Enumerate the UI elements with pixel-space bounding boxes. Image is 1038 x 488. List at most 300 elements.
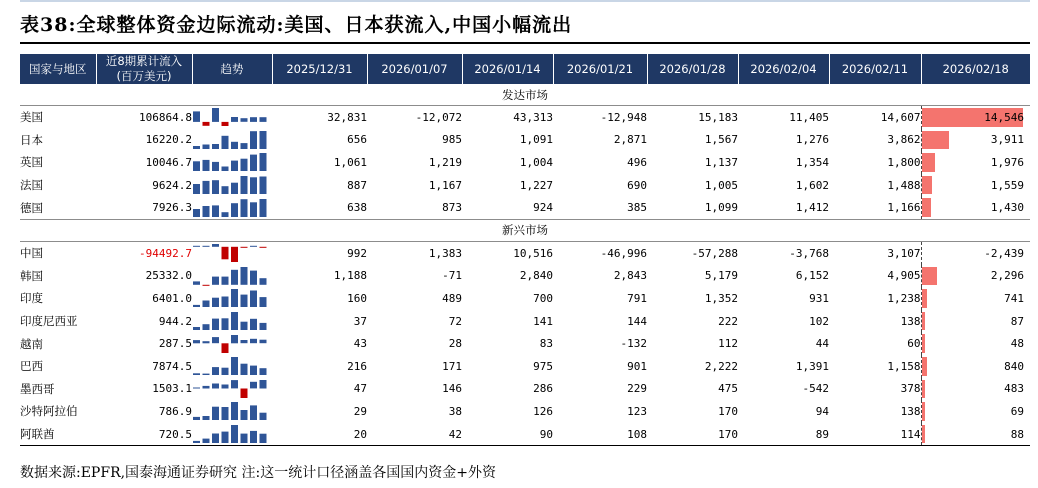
sparkline-bar [231,270,238,285]
weekly-flow-value: 700 [533,291,553,305]
sparkline-bar [203,439,210,443]
sparkline-bar [250,131,257,149]
sparkline-bar [241,322,248,330]
region-name: 印度尼西亚 [20,314,78,329]
weekly-flow-value: 108 [553,423,647,446]
source-note: 数据来源:EPFR,国泰海通证券研究 注:这一统计口径涵盖各国国内资金+外资 [20,465,496,481]
sparkline-bar [193,112,200,123]
cumulative-value: 10046.7 [145,155,192,169]
weekly-flow-value: 44 [815,337,829,351]
sparkline-bar [222,432,229,443]
section-row [20,219,1030,241]
weekly-flow-value: 1,061 [333,155,367,169]
sparkline-bar [203,144,210,149]
weekly-flow-value: -132 [620,337,647,351]
sparkline-chart [192,175,268,195]
region-name: 阿联酋 [20,423,96,446]
sparkline-chart [192,152,268,172]
cumulative-value: -94492.7 [139,246,192,260]
weekly-flow-value: 171 [442,359,462,373]
sparkline-bar [250,246,257,247]
weekly-flow-value: 975 [533,359,553,373]
sparkline-bar [231,402,238,420]
table-row [20,287,1030,310]
weekly-flow-value: 146 [442,382,462,396]
sparkline-bar [231,117,238,122]
weekly-flow-value: 924 [533,201,553,215]
trend-sparkline [192,378,272,401]
sparkline-bar [212,108,219,122]
weekly-flow-value: 37 [353,314,367,328]
weekly-flow-value: -12,948 [600,110,647,124]
weekly-flow-value: 6,152 [795,269,829,283]
header-date: 2025/12/31 [272,54,367,84]
region-name: 韩国 [20,268,43,283]
weekly-flow-value: -12,072 [415,110,462,124]
weekly-flow-value: -3,768 [789,246,829,260]
sparkline-bar [212,180,219,194]
weekly-flow-value: 20 [272,423,367,446]
sparkline-bar [250,319,257,330]
latest-flow-value: 1,430 [990,201,1024,215]
weekly-flow-value: 1,238 [887,291,921,305]
weekly-flow-value: 170 [718,404,738,418]
sparkline-chart [192,311,268,331]
cumulative-value: 1503.1 [152,382,192,396]
weekly-flow-value: 94 [815,404,829,418]
header-trend: 趋势 [192,54,272,84]
sparkline-bar [212,244,219,247]
sparkline-bar [231,142,238,149]
latest-flow-cell [921,332,1030,355]
region-name: 法国 [20,178,43,193]
region-name: 巴西 [20,359,43,374]
sparkline-bar [193,417,200,420]
sparkline-bar [193,209,200,217]
weekly-flow-value: 1,391 [795,359,829,373]
sparkline-bar [231,289,238,307]
sparkline-bar [260,117,267,122]
cumulative-value: 7874.5 [152,359,192,373]
sparkline-chart [192,424,268,444]
sparkline-bar [231,357,238,375]
sparkline-bar [203,206,210,217]
latest-flow-cell [921,129,1030,152]
weekly-flow-value: 656 [347,133,367,147]
sparkline-bar [193,441,200,443]
sparkline-bar [250,117,257,122]
sparkline-bar [231,380,238,388]
table-row [20,355,1030,378]
sparkline-bar [212,319,219,330]
header-date: 2026/01/21 [553,54,647,84]
section-label: 新兴市场 [20,219,1030,241]
weekly-flow-value: 216 [347,359,367,373]
table-row [20,151,1030,174]
weekly-flow-value: 112 [718,337,738,351]
weekly-flow-value: 42 [367,423,462,446]
weekly-flow-value: 1,004 [519,155,553,169]
weekly-flow-value: 89 [738,423,829,446]
weekly-flow-value: 60 [907,337,921,351]
weekly-flow-value: 141 [533,314,553,328]
latest-flow-value: 48 [1010,337,1024,351]
sparkline-bar [231,161,238,171]
sparkline-bar [241,295,248,307]
weekly-flow-value: 385 [627,201,647,215]
trend-sparkline [192,174,272,197]
weekly-flow-value: 1,354 [795,155,829,169]
weekly-flow-value: 638 [347,201,367,215]
weekly-flow-value: -542 [802,382,829,396]
weekly-flow-value: 475 [718,382,738,396]
cumulative-value: 7926.3 [152,201,192,215]
sparkline-chart [192,288,268,308]
trend-sparkline [192,423,272,446]
sparkline-bar [222,276,229,284]
trend-sparkline [192,241,272,264]
latest-flow-cell [921,106,1030,129]
weekly-flow-value: 690 [627,178,647,192]
trend-sparkline [192,287,272,310]
latest-flow-value: 69 [1010,404,1024,418]
cumulative-value: 287.5 [158,337,192,351]
weekly-flow-value: 1,800 [887,155,921,169]
sparkline-bar [203,122,210,126]
weekly-flow-value: 126 [533,404,553,418]
weekly-flow-value: 1,383 [428,246,462,260]
sparkline-bar [212,383,219,388]
sparkline-bar [260,177,267,195]
sparkline-bar [222,368,229,375]
latest-flow-value: -2,439 [984,246,1024,260]
latest-flow-value: 88 [1010,427,1024,441]
sparkline-chart [192,243,268,263]
latest-flow-value: 741 [1004,291,1024,305]
latest-flow-value: 2,296 [990,269,1024,283]
sparkline-bar [222,212,229,217]
trend-sparkline [192,106,272,129]
weekly-flow-value: 170 [647,423,738,446]
sparkline-bar [222,343,229,353]
latest-flow-cell [921,400,1030,423]
latest-flow-cell [921,196,1030,219]
trend-sparkline [192,265,272,288]
trend-sparkline [192,129,272,152]
cumulative-value: 106864.8 [139,110,192,124]
weekly-flow-value: 160 [347,291,367,305]
weekly-flow-value: -46,996 [600,246,647,260]
table-row [20,310,1030,333]
header-cumulative-line1: 近8期累计流入 [105,54,183,68]
sparkline-bar [212,298,219,307]
sparkline-bar [241,143,248,149]
trend-sparkline [192,355,272,378]
table-row [20,332,1030,355]
table-row [20,129,1030,152]
weekly-flow-value: 791 [627,291,647,305]
sparkline-chart [192,334,268,354]
sparkline-bar [203,246,210,247]
weekly-flow-value: 222 [718,314,738,328]
trend-sparkline [192,196,272,219]
table-row [20,378,1030,401]
latest-flow-value: 1,559 [990,178,1024,192]
section-row [20,84,1030,106]
weekly-flow-value: 138 [900,314,921,328]
region-name: 印度 [20,291,43,306]
region-name: 越南 [20,336,43,351]
header-date: 2026/01/07 [367,54,462,84]
weekly-flow-value: 15,183 [698,110,738,124]
header-date: 2026/02/18 [921,54,1030,84]
weekly-flow-value: 1,167 [428,178,462,192]
weekly-flow-value: 286 [533,382,553,396]
table-row [20,106,1030,129]
sparkline-bar [193,387,200,388]
sparkline-bar [212,205,219,217]
region-name: 德国 [20,200,43,215]
sparkline-bar [212,434,219,444]
sparkline-bar [222,136,229,149]
sparkline-bar [203,160,210,171]
weekly-flow-value: 2,222 [704,359,738,373]
weekly-flow-value: -57,288 [691,246,738,260]
header-region: 国家与地区 [20,54,96,84]
latest-flow-value: 87 [1010,314,1024,328]
weekly-flow-value: 1,412 [795,201,829,215]
weekly-flow-value: 14,607 [880,110,921,124]
latest-flow-cell [921,151,1030,174]
weekly-flow-value: 1,276 [795,133,829,147]
sparkline-chart [192,356,268,376]
latest-flow-cell [921,310,1030,333]
sparkline-chart [192,130,268,150]
weekly-flow-value: 4,905 [887,269,921,283]
weekly-flow-value: 43,313 [513,110,553,124]
sparkline-bar [212,337,219,343]
capital-flow-table [20,54,1030,446]
weekly-flow-value: 1,567 [704,133,738,147]
latest-flow-value: 3,911 [990,133,1024,147]
cumulative-value: 720.5 [96,423,192,446]
sparkline-chart [192,107,268,127]
header-date: 2026/02/11 [829,54,921,84]
sparkline-bar [231,335,238,343]
weekly-flow-value: 1,005 [704,178,738,192]
sparkline-bar [241,267,248,285]
sparkline-bar [241,364,248,375]
sparkline-bar [260,247,267,248]
sparkline-bar [250,406,257,421]
sparkline-bar [231,425,238,443]
sparkline-bar [222,384,229,388]
sparkline-bar [203,386,210,389]
weekly-flow-value: 1,488 [887,178,921,192]
weekly-flow-value: 10,516 [513,246,553,260]
sparkline-bar [241,434,248,443]
weekly-flow-value: 1,188 [333,269,367,283]
weekly-flow-value: 1,227 [519,178,553,192]
cumulative-value: 9624.2 [152,178,192,192]
weekly-flow-value: 1,166 [887,201,921,215]
weekly-flow-value: 3,107 [887,246,921,260]
sparkline-bar [222,122,229,126]
sparkline-bar [193,184,200,194]
table-title: 表38:全球整体资金边际流动:美国、日本获流入,中国小幅流出 [20,14,573,36]
sparkline-bar [241,340,248,343]
sparkline-bar [250,382,257,389]
sparkline-bar [241,199,248,217]
trend-sparkline [192,151,272,174]
cumulative-value: 25332.0 [145,269,192,283]
weekly-flow-value: 496 [627,155,647,169]
sparkline-bar [241,159,248,171]
latest-flow-value: 14,546 [984,110,1024,124]
sparkline-bar [193,146,200,149]
table-row [20,400,1030,423]
sparkline-bar [203,324,210,330]
latest-flow-cell [921,174,1030,197]
header-cumulative [96,54,192,84]
weekly-flow-value: 138 [900,404,921,418]
sparkline-bar [260,434,267,443]
sparkline-bar [241,118,248,122]
weekly-flow-value: 1,219 [428,155,462,169]
sparkline-bar [231,183,238,194]
region-name: 英国 [20,155,43,170]
sparkline-bar [203,416,210,420]
header-cumulative-line2: (百万美元) [116,69,172,83]
weekly-flow-value: 72 [448,314,462,328]
sparkline-chart [192,266,268,286]
sparkline-bar [241,388,248,398]
weekly-flow-value: 985 [442,133,462,147]
sparkline-bar [222,318,229,330]
weekly-flow-value: 47 [353,382,367,396]
weekly-flow-value: 144 [627,314,647,328]
weekly-flow-value: 11,405 [789,110,829,124]
sparkline-bar [260,199,267,217]
sparkline-bar [193,340,200,343]
section-label: 发达市场 [20,84,1030,106]
latest-flow-cell [921,423,1030,446]
sparkline-bar [222,297,229,308]
weekly-flow-value: 90 [462,423,553,446]
region-name: 墨西哥 [20,381,55,396]
sparkline-bar [250,431,257,443]
sparkline-bar [212,276,219,284]
cumulative-value: 944.2 [158,314,192,328]
sparkline-bar [250,291,257,308]
weekly-flow-value: -71 [442,269,462,283]
sparkline-bar [212,144,219,149]
top-accent-line [20,0,1030,2]
latest-flow-cell [921,378,1030,401]
weekly-flow-value: 931 [809,291,829,305]
sparkline-bar [260,131,267,149]
sparkline-chart [192,401,268,421]
weekly-flow-value: 2,871 [613,133,647,147]
latest-flow-cell [921,287,1030,310]
table-body [20,84,1030,446]
weekly-flow-value: 83 [539,337,553,351]
weekly-flow-value: 2,840 [519,269,553,283]
table-row [20,196,1030,219]
region-name: 中国 [20,246,43,261]
region-name: 沙特阿拉伯 [20,404,78,419]
sparkline-bar [203,374,210,375]
weekly-flow-value: 3,862 [887,133,921,147]
sparkline-bar [260,323,267,330]
sparkline-bar [193,374,200,376]
cumulative-value: 786.9 [158,404,192,418]
sparkline-chart [192,379,268,399]
sparkline-bar [193,281,200,284]
weekly-flow-value: 1,602 [795,178,829,192]
latest-flow-cell [921,241,1030,264]
sparkline-bar [250,202,257,217]
sparkline-bar [250,338,257,342]
weekly-flow-value: 2,843 [613,269,647,283]
sparkline-bar [260,413,267,420]
trend-sparkline [192,400,272,423]
sparkline-bar [222,407,229,420]
weekly-flow-value: 489 [442,291,462,305]
weekly-flow-value: 1,352 [704,291,738,305]
header-date: 2026/01/14 [462,54,553,84]
weekly-flow-value: 28 [448,337,462,351]
header-date: 2026/01/28 [647,54,738,84]
sparkline-bar [212,367,219,375]
sparkline-bar [250,155,257,171]
sparkline-bar [222,167,229,172]
sparkline-bar [260,339,267,343]
latest-flow-cell [921,265,1030,288]
title-rule [20,42,1030,44]
sparkline-bar [203,341,210,343]
sparkline-bar [241,247,248,248]
weekly-flow-value: 38 [448,404,462,418]
table-row [20,265,1030,288]
sparkline-bar [193,305,200,307]
weekly-flow-value: 378 [900,382,921,396]
sparkline-bar [193,246,200,247]
weekly-flow-value: 229 [627,382,647,396]
weekly-flow-value: 1,158 [887,359,921,373]
sparkline-bar [260,298,267,308]
sparkline-bar [203,301,210,308]
weekly-flow-value: 123 [627,404,647,418]
sparkline-bar [212,162,219,171]
weekly-flow-value: 992 [347,246,367,260]
weekly-flow-value: 901 [627,359,647,373]
header-date: 2026/02/04 [738,54,829,84]
weekly-flow-value: 887 [347,178,367,192]
sparkline-bar [231,312,238,330]
trend-sparkline [192,310,272,333]
weekly-flow-value: 102 [809,314,829,328]
sparkline-bar [231,203,238,217]
weekly-flow-value: 5,179 [704,269,738,283]
cumulative-value: 6401.0 [152,291,192,305]
table-row [20,241,1030,264]
latest-flow-cell [921,355,1030,378]
cumulative-value: 16220.2 [145,133,192,147]
weekly-flow-value: 1,099 [704,201,738,215]
region-name: 日本 [20,132,43,147]
table-row [20,423,1030,446]
